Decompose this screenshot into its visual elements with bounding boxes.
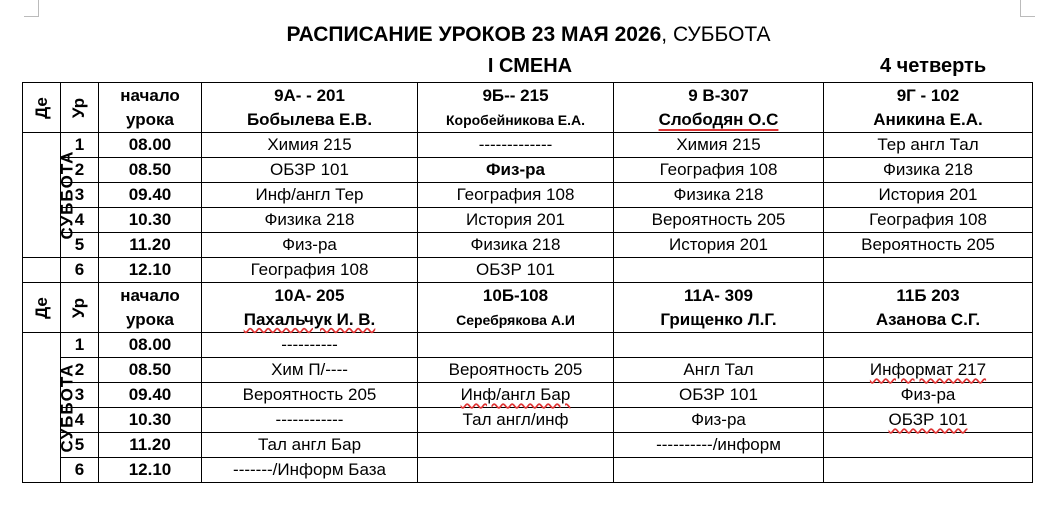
lesson-cell: ------------- <box>418 133 614 158</box>
lesson-cell: История 201 <box>824 183 1033 208</box>
start-time-header: начало урока <box>99 283 202 333</box>
lesson-row <box>23 208 1033 233</box>
lesson-number: 4 <box>61 408 99 433</box>
lesson-time: 10.30 <box>99 408 202 433</box>
lesson-time: 12.10 <box>99 258 202 283</box>
lesson-cell <box>824 333 1033 358</box>
lesson-cell <box>614 333 824 358</box>
lesson-cell <box>824 458 1033 483</box>
lesson-time: 08.00 <box>99 133 202 158</box>
lesson-cell: ----------/информ <box>614 433 824 458</box>
lesson-row <box>23 183 1033 208</box>
lesson-cell: Физ-ра <box>614 408 824 433</box>
class-header: 10Б-108 Серебрякова А.И <box>418 283 614 333</box>
class-header: 9Б-- 215 Коробейникова Е.А. <box>418 83 614 133</box>
lesson-cell: Инф/англ Бар <box>418 383 614 408</box>
lesson-column-header: Ур <box>61 83 99 133</box>
lesson-cell: Химия 215 <box>202 133 418 158</box>
lesson-cell: Тал англ/инф <box>418 408 614 433</box>
lesson-cell: ---------- <box>202 333 418 358</box>
lesson-cell: Вероятность 205 <box>614 208 824 233</box>
lesson-cell: География 108 <box>614 158 824 183</box>
day-empty-cell <box>23 258 61 283</box>
lesson-cell: ОБЗР 101 <box>202 158 418 183</box>
lesson-row <box>23 433 1033 458</box>
lesson-number: 5 <box>61 233 99 258</box>
lesson-cell: История 201 <box>418 208 614 233</box>
lesson-number: 2 <box>61 358 99 383</box>
lesson-cell: Информат 217 <box>824 358 1033 383</box>
lesson-number: 5 <box>61 433 99 458</box>
lesson-cell: Хим П/---- <box>202 358 418 383</box>
lesson-cell: ------------ <box>202 408 418 433</box>
quarter-label: 4 четверть <box>880 55 987 77</box>
lesson-time: 10.30 <box>99 208 202 233</box>
lesson-cell: Вероятность 205 <box>418 358 614 383</box>
lesson-row <box>23 258 1033 283</box>
page-corner-mark-left <box>24 0 39 17</box>
lesson-cell: Химия 215 <box>614 133 824 158</box>
lesson-cell <box>418 458 614 483</box>
lesson-cell: Вероятность 205 <box>824 233 1033 258</box>
day-column-header: Де <box>23 283 61 333</box>
class-header: 9Г - 102 Аникина Е.А. <box>824 83 1033 133</box>
lesson-cell: География 108 <box>418 183 614 208</box>
lesson-cell <box>824 433 1033 458</box>
class-header: 9 В-307 Слободян О.С <box>614 83 824 133</box>
lesson-cell <box>614 458 824 483</box>
lesson-number: 2 <box>61 158 99 183</box>
lesson-number: 3 <box>61 383 99 408</box>
lesson-column-header: Ур <box>61 283 99 333</box>
lesson-row <box>23 233 1033 258</box>
lesson-cell: Физ-ра <box>418 158 614 183</box>
lesson-cell: Англ Тал <box>614 358 824 383</box>
lesson-time: 08.50 <box>99 158 202 183</box>
lesson-cell <box>418 433 614 458</box>
lesson-cell <box>418 333 614 358</box>
lesson-time: 08.00 <box>99 333 202 358</box>
lesson-time: 08.50 <box>99 358 202 383</box>
lesson-cell <box>824 258 1033 283</box>
lesson-cell <box>614 258 824 283</box>
day-name-vertical: СУББОТА <box>23 333 61 483</box>
title-main: РАСПИСАНИЕ УРОКОВ 23 МАЯ 2026 <box>286 23 662 46</box>
lesson-row <box>23 383 1033 408</box>
lesson-time: 11.20 <box>99 233 202 258</box>
lesson-cell: Физика 218 <box>614 183 824 208</box>
lesson-row <box>23 458 1033 483</box>
lesson-time: 09.40 <box>99 383 202 408</box>
lesson-cell: ОБЗР 101 <box>614 383 824 408</box>
shift-label: I СМЕНА <box>487 55 573 77</box>
lesson-number: 1 <box>61 133 99 158</box>
lesson-cell: Физ-ра <box>202 233 418 258</box>
lesson-row <box>23 358 1033 383</box>
lesson-number: 4 <box>61 208 99 233</box>
lesson-cell: Физ-ра <box>824 383 1033 408</box>
lesson-cell: География 108 <box>824 208 1033 233</box>
lesson-cell: Физика 218 <box>824 158 1033 183</box>
lesson-cell: ОБЗР 101 <box>418 258 614 283</box>
lesson-cell: -------/Информ База <box>202 458 418 483</box>
lesson-row <box>23 158 1033 183</box>
lesson-time: 12.10 <box>99 458 202 483</box>
page-title <box>0 23 1057 47</box>
schedule-table <box>22 82 1033 483</box>
lesson-time: 11.20 <box>99 433 202 458</box>
class-header: 10А- 205 Пахальчук И. В. <box>202 283 418 333</box>
lesson-cell: ОБЗР 101 <box>824 408 1033 433</box>
lesson-cell: Физика 218 <box>418 233 614 258</box>
lesson-cell: История 201 <box>614 233 824 258</box>
lesson-row <box>23 333 1033 358</box>
lesson-cell: География 108 <box>202 258 418 283</box>
lesson-cell: Вероятность 205 <box>202 383 418 408</box>
lesson-cell: Тер англ Тал <box>824 133 1033 158</box>
day-column-header: Де <box>23 83 61 133</box>
header-row-2 <box>23 283 1033 333</box>
lesson-cell: Тал англ Бар <box>202 433 418 458</box>
lesson-number: 6 <box>61 258 99 283</box>
class-header: 9А- - 201 Бобылева Е.В. <box>202 83 418 133</box>
lesson-number: 3 <box>61 183 99 208</box>
lesson-cell: Физика 218 <box>202 208 418 233</box>
lesson-row <box>23 408 1033 433</box>
lesson-time: 09.40 <box>99 183 202 208</box>
day-name-vertical: СУББОТА <box>23 133 61 258</box>
title-day: , СУББОТА <box>661 23 771 46</box>
lesson-number: 1 <box>61 333 99 358</box>
page-corner-mark-right <box>1020 0 1035 17</box>
lesson-number: 6 <box>61 458 99 483</box>
class-header: 11А- 309 Грищенко Л.Г. <box>614 283 824 333</box>
lesson-cell: Инф/англ Тер <box>202 183 418 208</box>
header-row-1 <box>23 83 1033 133</box>
start-time-header: начало урока <box>99 83 202 133</box>
lesson-row <box>23 133 1033 158</box>
class-header: 11Б 203 Азанова С.Г. <box>824 283 1033 333</box>
